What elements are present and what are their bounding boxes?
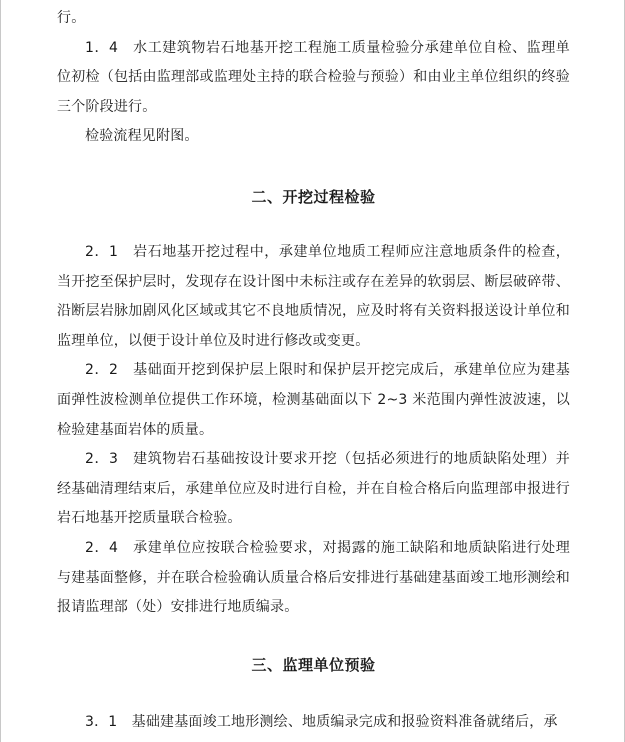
paragraph-2-2: 2．2 基础面开挖到保护层上限时和保护层开挖完成后，承建单位应为建基面弹性波检测单位提供工作环境，检测基础面以下 2~3 米范围内弹性波波速，以检验建基面岩体的质量。 (57, 362, 570, 438)
paragraph-flow-note: 检验流程见附图。 (85, 128, 199, 145)
paragraph-2-4: 2．4 承建单位应按联合检验要求，对揭露的施工缺陷和地质缺陷进行处理与建基面整修，并在联合检验确认质量合格后安排进行基础建基面竣工地形测绘和报请监理部（处）安排进行地质编录。 (57, 539, 570, 616)
paragraph-2-3: 2．3 建筑物岩石基础按设计要求开挖（包括必须进行的地质缺陷处理）并经基础清理结束后，承建单位应及时进行自检，并在自检合格后向监理部申报进行岩石地基开挖质量联合检验。 (57, 451, 570, 527)
text-block-section1 (57, 4, 570, 152)
section-heading-3: 三、监理单位预验 (251, 656, 376, 674)
text-block-section3 (57, 708, 570, 738)
paragraph-top-fragment: 行。 (57, 10, 86, 26)
paragraph-1-4: 1．4 水工建筑物岩石地基开挖工程施工质量检验分承建单位自检、监理单位初检（包括由监理部或监理处主持的联合检验与预验）和由业主单位组织的终验三个阶段进行。 (57, 39, 570, 115)
text-block-section2 (57, 238, 570, 623)
paragraph-3-1: 3．1 基础建基面竣工地形测绘、地质编录完成和报验资料准备就绪后，承 (85, 714, 558, 730)
section-heading-2: 二、开挖过程检验 (251, 188, 376, 206)
paragraph-2-1: 2．1 岩石地基开挖过程中，承建单位地质工程师应注意地质条件的检查，当开挖至保护层时，发现存在设计图中未标注或存在差异的软弱层、断层破碎带、沿断层岩脉加剧风化区域或其它不良地质情况，应及时将有关资料报送设计单位和监理单位，以便于设计单位及时进行修改或变更。 (57, 244, 570, 349)
